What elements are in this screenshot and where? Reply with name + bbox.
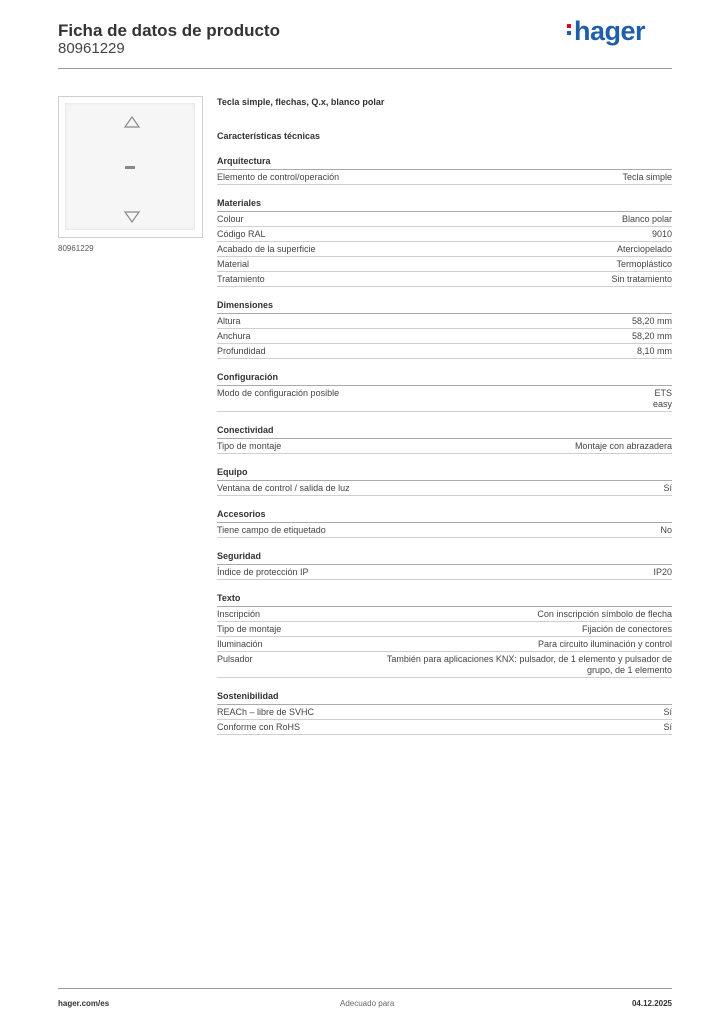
spec-label: Altura: [217, 316, 241, 326]
spec-section: [217, 371, 672, 412]
spec-value: [637, 346, 672, 357]
spec-value-line: Montaje con abrazadera: [574, 441, 672, 451]
spec-label: Material: [217, 259, 250, 269]
spec-value-line: 9010: [651, 229, 672, 239]
spec-value: [653, 388, 672, 410]
spec-row: [217, 257, 672, 272]
header-product-code: 80961229: [58, 40, 125, 57]
spec-label: Conforme con RoHS: [217, 722, 301, 732]
spec-value-line: 58,20 mm: [631, 316, 672, 326]
spec-label: REACh – libre de SVHC: [217, 707, 315, 717]
spec-label: Código RAL: [217, 229, 266, 239]
spec-value: [632, 316, 672, 327]
spec-value: [617, 244, 672, 255]
spec-section: [217, 424, 672, 454]
spec-row: [217, 242, 672, 257]
spec-row: [217, 329, 672, 344]
spec-row: [217, 622, 672, 637]
spec-value: [652, 229, 672, 240]
logo-text: hager: [574, 16, 646, 46]
spec-value-line: IP20: [653, 567, 672, 577]
spec-value: [611, 274, 672, 285]
spec-value-line: 58,20 mm: [631, 331, 672, 341]
spec-section: [217, 155, 672, 185]
spec-value-line: Fijación de conectores: [581, 624, 672, 634]
section-title: Equipo: [217, 466, 672, 481]
spec-value-line: Sí: [663, 483, 672, 493]
spec-value-line: ETS: [654, 388, 672, 398]
spec-value-line: Sin tratamiento: [611, 274, 672, 284]
spec-label: Anchura: [217, 331, 251, 341]
led-indicator: [125, 166, 135, 169]
spec-row: [217, 637, 672, 652]
spec-row: [217, 523, 672, 538]
arrow-down-icon: [124, 211, 140, 223]
spec-value-line: Sí: [663, 722, 672, 732]
logo-dots-icon: [567, 21, 573, 38]
spec-row: [217, 607, 672, 622]
spec-label: Colour: [217, 214, 244, 224]
spec-label: Inscripción: [217, 609, 261, 619]
spec-value: [622, 214, 672, 225]
spec-sections: [217, 155, 672, 735]
footer-suitable-for: Adecuado para: [340, 999, 395, 1008]
section-title: Materiales: [217, 197, 672, 212]
spec-label: Índice de protección IP: [217, 567, 309, 577]
spec-value: [575, 441, 672, 452]
spec-value: [622, 172, 672, 183]
footer-website[interactable]: hager.com/es: [58, 999, 110, 1008]
spec-row: [217, 386, 672, 412]
spec-label: Tiene campo de etiquetado: [217, 525, 326, 535]
spec-value-line: También para aplicaciones KNX: pulsador, de 1 elemento y pulsador de: [386, 654, 672, 664]
section-title: Texto: [217, 592, 672, 607]
section-title: Seguridad: [217, 550, 672, 565]
spec-row: [217, 652, 672, 678]
footer-divider: [58, 988, 672, 989]
spec-value-line: Para circuito iluminación y control: [537, 639, 672, 649]
header-divider: [58, 68, 672, 69]
spec-label: Pulsador: [217, 654, 253, 664]
section-title: Conectividad: [217, 424, 672, 439]
spec-label: Profundidad: [217, 346, 266, 356]
spec-row: [217, 705, 672, 720]
spec-label: Tipo de montaje: [217, 624, 282, 634]
spec-value: [387, 654, 672, 676]
spec-value: [632, 331, 672, 342]
spec-value: [663, 722, 672, 733]
product-image: [58, 96, 203, 238]
spec-value-line: Con inscripción símbolo de flecha: [537, 609, 672, 619]
tech-characteristics-title: Características técnicas: [217, 131, 321, 141]
product-name: Tecla simple, flechas, Q.x, blanco polar: [217, 97, 385, 107]
image-caption: 80961229: [58, 244, 94, 253]
spec-value: [660, 525, 672, 536]
spec-row: [217, 272, 672, 287]
spec-value-line: Termoplástico: [616, 259, 672, 269]
spec-row: [217, 439, 672, 454]
spec-row: [217, 170, 672, 185]
spec-section: [217, 466, 672, 496]
spec-label: Tipo de montaje: [217, 441, 282, 451]
spec-label: Tratamiento: [217, 274, 265, 284]
spec-value-line: Sí: [663, 707, 672, 717]
spec-value: [616, 259, 672, 270]
section-title: Configuración: [217, 371, 672, 386]
spec-value-line: 8,10 mm: [636, 346, 672, 356]
spec-section: [217, 508, 672, 538]
spec-row: [217, 212, 672, 227]
spec-label: Modo de configuración posible: [217, 388, 340, 398]
spec-row: [217, 481, 672, 496]
spec-section: [217, 299, 672, 359]
spec-value: [663, 483, 672, 494]
spec-section: [217, 690, 672, 735]
spec-section: [217, 197, 672, 287]
spec-value-line: grupo, de 1 elemento: [586, 665, 672, 675]
spec-row: [217, 344, 672, 359]
spec-label: Acabado de la superficie: [217, 244, 316, 254]
hager-logo[interactable]: [567, 16, 645, 47]
section-title: Dimensiones: [217, 299, 672, 314]
spec-value: [653, 567, 672, 578]
spec-section: [217, 550, 672, 580]
spec-label: Iluminación: [217, 639, 263, 649]
spec-value-line: Tecla simple: [622, 172, 672, 182]
section-title: Accesorios: [217, 508, 672, 523]
spec-value-line: Blanco polar: [621, 214, 672, 224]
spec-value-line: Aterciopelado: [616, 244, 672, 254]
spec-section: [217, 592, 672, 678]
arrow-up-icon: [124, 116, 140, 128]
spec-value: [537, 609, 672, 620]
spec-row: [217, 227, 672, 242]
spec-row: [217, 720, 672, 735]
spec-content: [217, 95, 672, 735]
header-title: Ficha de datos de producto: [58, 21, 280, 40]
spec-value-line: easy: [652, 399, 672, 409]
spec-row: [217, 314, 672, 329]
spec-value: [538, 639, 672, 650]
section-title: Sostenibilidad: [217, 690, 672, 705]
spec-value: [663, 707, 672, 718]
footer-date: 04.12.2025: [631, 999, 672, 1008]
spec-label: Elemento de control/operación: [217, 172, 340, 182]
spec-row: [217, 565, 672, 580]
spec-value: [582, 624, 672, 635]
spec-value-line: No: [660, 525, 672, 535]
switch-face: [65, 103, 195, 230]
section-title: Arquitectura: [217, 155, 672, 170]
spec-label: Ventana de control / salida de luz: [217, 483, 350, 493]
